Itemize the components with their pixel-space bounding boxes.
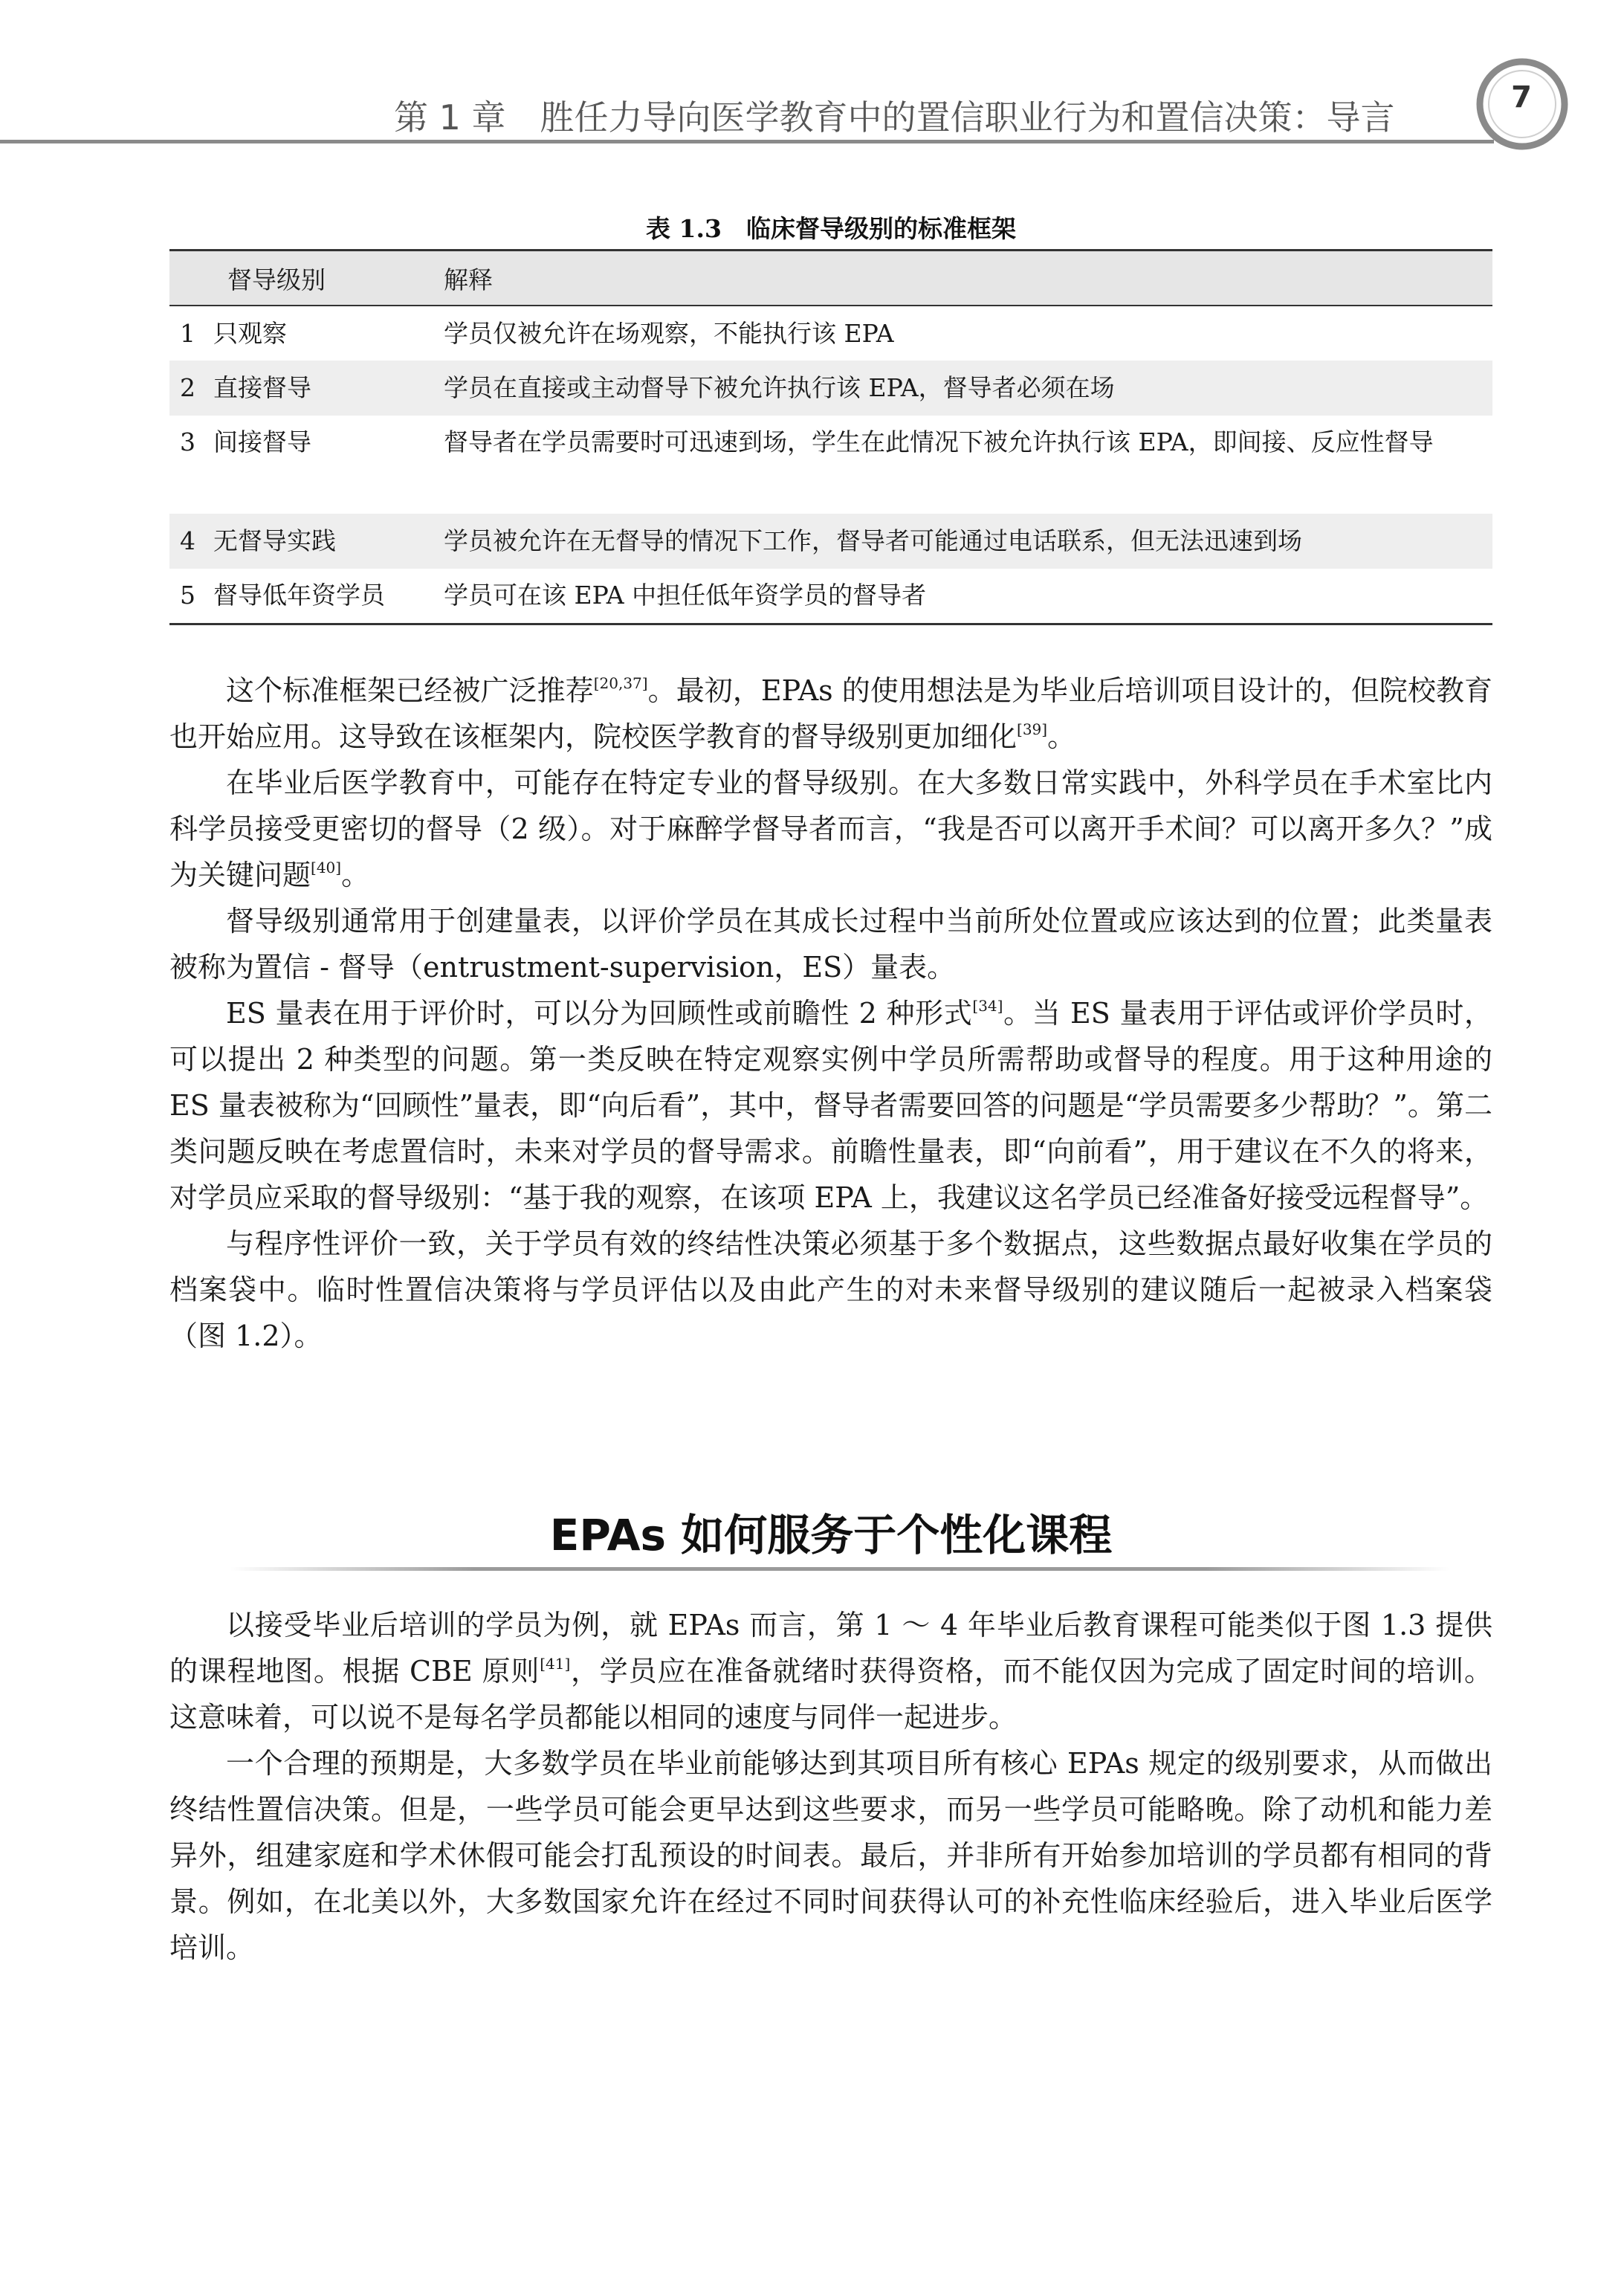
row-number: 2: [180, 373, 195, 402]
citation: [40]: [311, 859, 342, 876]
paragraph: ES 量表在用于评价时，可以分为回顾性或前瞻性 2 种形式[34]。当 ES 量表用于评估或评价学员时，可以提出 2 种类型的问题。第一类反映在特定观察实例中学员所需帮助或督导的程度。用于这种用途的 ES 量表被称为“回顾性”量表，即“向后看”，其中，督导者需要回答的问题是“学员需要多少帮助？”。第二类问题反映在考虑置信时，未来对学员的督导需求。前瞻性量表，即“向前看”，用于建议在不久的将来，对学员应采取的督导级别：“基于我的观察，在该项 EPA 上，我建议这名学员已经准备好接受远程督导”。: [169, 997, 1492, 1214]
header-rule: [0, 140, 1494, 143]
table-header-row: [169, 251, 1492, 306]
header-explanation: 解释: [444, 265, 493, 294]
row-description: 学员可在该 EPA 中担任低年资学员的督导者: [444, 581, 927, 610]
row-number: 4: [180, 526, 195, 555]
row-number: 5: [180, 581, 195, 610]
table-row: [169, 514, 1492, 569]
row-level: 间接督导: [213, 427, 311, 456]
citation: [41]: [540, 1655, 571, 1673]
heading-rule: [230, 1567, 1449, 1571]
row-number: 3: [180, 427, 195, 456]
row-number: 1: [180, 318, 195, 348]
citation: [20,37]: [593, 674, 648, 692]
running-header: [0, 0, 1624, 149]
table-row: [169, 361, 1492, 416]
header-level: 督导级别: [227, 265, 326, 294]
supervision-level-table: [169, 249, 1492, 625]
body-text: [169, 668, 1492, 1359]
row-description: 学员仅被允许在场观察，不能执行该 EPA: [444, 318, 894, 348]
citation: [34]: [972, 997, 1003, 1015]
row-description: 学员被允许在无督导的情况下工作，督导者可能通过电话联系，但无法迅速到场: [444, 526, 1302, 555]
section-body-text: [169, 1602, 1492, 1971]
table-row: [169, 416, 1492, 514]
paragraph: 以接受毕业后培训的学员为例，就 EPAs 而言，第 1 ～ 4 年毕业后教育课程可能类似于图 1.3 提供的课程地图。根据 CBE 原则[41]，学员应在准备就绪时获得资格，而不能仅因为完成了固定时间的培训。这意味着，可以说不是每名学员都能以相同的速度与同伴一起进步。: [169, 1609, 1492, 1734]
row-level: 督导低年资学员: [213, 581, 385, 610]
citation: [39]: [1017, 720, 1048, 738]
paragraph: 在毕业后医学教育中，可能存在特定专业的督导级别。在大多数日常实践中，外科学员在手术室比内科学员接受更密切的督导（2 级）。对于麻醉学督导者而言，“我是否可以离开手术间？可以离开多久？”成为关键问题[40]。: [169, 766, 1492, 891]
row-description: 学员在直接或主动督导下被允许执行该 EPA，督导者必须在场: [444, 373, 1115, 402]
table-row: [169, 569, 1492, 624]
page-number: 7: [1511, 80, 1532, 114]
paragraph: 与程序性评价一致，关于学员有效的终结性决策必须基于多个数据点，这些数据点最好收集在学员的档案袋中。临时性置信决策将与学员评估以及由此产生的对未来督导级别的建议随后一起被录入档案袋（图 1.2）。: [169, 1227, 1492, 1352]
row-level: 只观察: [213, 318, 287, 348]
chapter-title: 第 1 章 胜任力导向医学教育中的置信职业行为和置信决策：导言: [394, 97, 1395, 138]
row-level: 直接督导: [213, 373, 311, 402]
row-level: 无督导实践: [213, 526, 336, 555]
paragraph: 一个合理的预期是，大多数学员在毕业前能够达到其项目所有核心 EPAs 规定的级别要求，从而做出终结性置信决策。但是，一些学员可能会更早达到这些要求，而另一些学员可能略晚。除了动机和能力差异外，组建家庭和学术休假可能会打乱预设的时间表。最后，并非所有开始参加培训的学员都有相同的背景。例如，在北美以外，大多数国家允许在经过不同时间获得认可的补充性临床经验后，进入毕业后医学培训。: [169, 1747, 1492, 1964]
table-row: [169, 306, 1492, 361]
section-heading: EPAs 如何服务于个性化课程: [549, 1510, 1113, 1560]
row-description: 督导者在学员需要时可迅速到场，学生在此情况下被允许执行该 EPA，即间接、反应性督导: [444, 427, 1434, 456]
paragraph: 这个标准框架已经被广泛推荐[20,37]。最初，EPAs 的使用想法是为毕业后培训项目设计的，但院校教育也开始应用。这导致在该框架内，院校医学教育的督导级别更加细化[39]。: [169, 674, 1492, 753]
table-caption: 表 1.3 临床督导级别的标准框架: [646, 214, 1016, 243]
paragraph: 督导级别通常用于创建量表，以评价学员在其成长过程中当前所处位置或应该达到的位置；此类量表被称为置信 - 督导（entrustment-supervision，ES）量表。: [169, 905, 1492, 984]
